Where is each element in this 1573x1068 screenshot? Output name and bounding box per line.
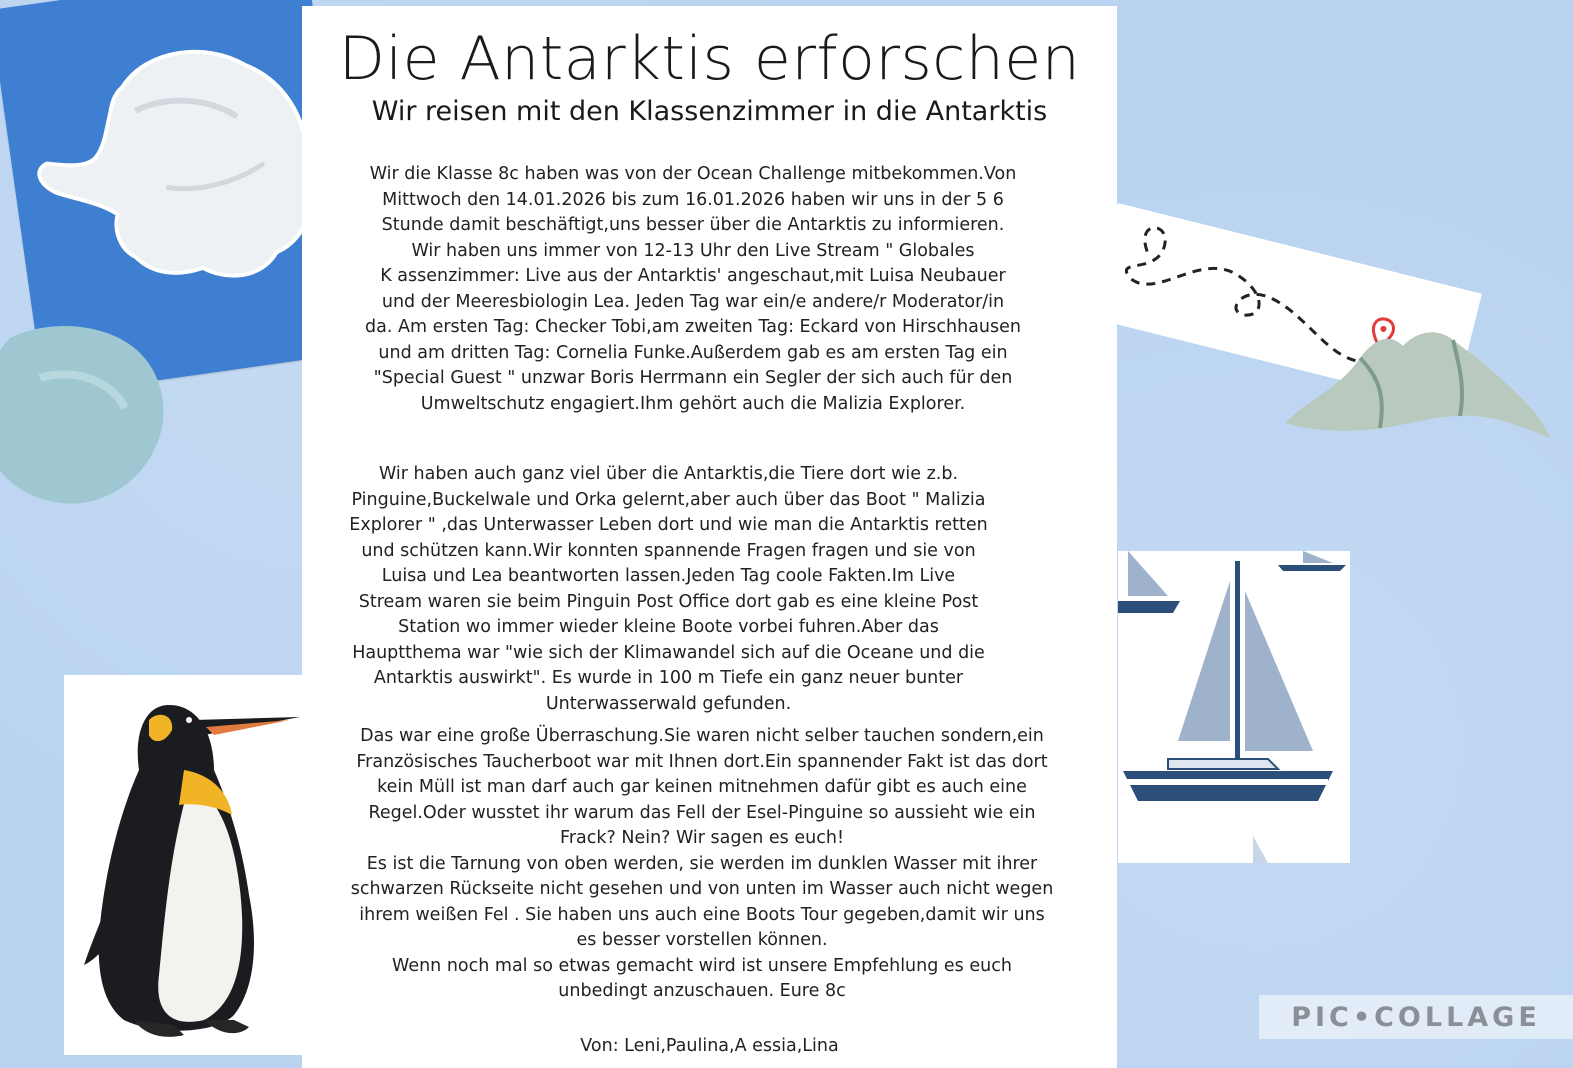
text-line: Regel.Oder wusstet ihr warum das Fell der Esel-Pinguine so aussieht wie ein <box>368 802 1036 823</box>
text-line: Unterwasserwald gefunden. <box>545 693 792 714</box>
mountain-icon <box>1285 318 1553 443</box>
text-line: unbedingt anzuschauen. Eure 8c <box>558 981 846 1001</box>
ice-blob-icon <box>0 318 170 513</box>
text-line: Luisa und Lea beantworten lassen.Jeden Tag coole Fakten.Im Live <box>381 566 956 586</box>
text-line: Das war eine große Überraschung.Sie waren nicht selber tauchen sondern,ein <box>360 726 1044 746</box>
text-line: Wir haben uns immer von 12-13 Uhr den Live Stream " Globales <box>411 240 975 261</box>
paragraph-facts <box>302 724 1102 1005</box>
text-line: Stream waren sie beim Pinguin Post Office dort gab es eine kleine Post <box>358 591 979 612</box>
text-line: Wenn noch mal so etwas gemacht wird ist unsere Empfehlung es euch <box>392 955 1012 976</box>
page-title: Die Antarktis erforschen <box>338 24 1081 94</box>
text-line: Umweltschutz engagiert.Ihm gehört auch die Malizia Explorer. <box>420 393 966 414</box>
paragraph-intro <box>302 162 1084 417</box>
text-line: Wir die Klasse 8c haben was von der Ocean Challenge mitbekommen.Von <box>369 164 1017 184</box>
watermark-text: PIC•COLLAGE <box>1291 1001 1541 1033</box>
text-line: Es ist die Tarnung von oben werden, sie werden im dunklen Wasser mit ihrer <box>366 853 1038 874</box>
text-line: schwarzen Rückseite nicht gesehen und von unten im Wasser auch nicht wegen <box>350 879 1054 899</box>
text-line: ihrem weißen Fel . Sie haben uns auch eine Boots Tour gegeben,damit wir uns <box>359 904 1045 925</box>
text-line: Stunde damit beschäftigt,uns besser über die Antarktis zu informieren. <box>381 215 1005 235</box>
sailboat-icon <box>1118 551 1350 863</box>
text-line: und am dritten Tag: Cornelia Funke.Außerdem gab es am ersten Tag ein <box>378 342 1008 363</box>
text-line: Antarktis auswirkt". Es wurde in 100 m Tiefe ein ganz neuer bunter <box>373 668 964 688</box>
penguin-icon <box>64 675 302 1055</box>
text-line: Station wo immer wieder kleine Boote vorbei fuhren.Aber das <box>398 617 939 637</box>
text-line: "Special Guest " unzwar Boris Herrmann ein Segler der sich auch für den <box>373 368 1013 388</box>
page-subtitle: Wir reisen mit den Klassenzimmer in die Antarktis <box>371 96 1048 127</box>
text-line: Mittwoch den 14.01.2026 bis zum 16.01.2026 haben wir uns in der 5 6 <box>382 189 1004 210</box>
text-line: Hauptthema war "wie sich der Klimawandel sich auf die Oceane und die <box>352 642 985 663</box>
text-line: und der Meeresbiologin Lea. Jeden Tag war ein/e andere/r Moderator/in <box>381 291 1005 312</box>
text-line: Französisches Taucherboot war mit Ihnen dort.Ein spannender Fakt ist das dort <box>356 751 1048 772</box>
text-line: Wir haben auch ganz viel über die Antarktis,die Tiere dort wie z.b. <box>378 464 959 484</box>
poster-paper <box>302 6 1117 1068</box>
signature: Von: Leni,Paulina,A essia,Lina <box>580 1036 839 1056</box>
text-line: Explorer " ,das Unterwasser Leben dort und wie man die Antarktis retten <box>349 515 988 535</box>
text-line: Pinguine,Buckelwale und Orka gelernt,aber auch über das Boot " Malizia <box>351 489 986 510</box>
text-line: K assenzimmer: Live aus der Antarktis' angeschaut,mit Luisa Neubauer <box>380 266 1006 286</box>
text-line: Frack? Nein? Wir sagen es euch! <box>560 828 844 848</box>
watermark-badge <box>1259 995 1573 1039</box>
text-line: kein Müll ist man darf auch gar keinen mitnehmen dafür gibt es auch eine <box>377 777 1027 797</box>
text-line: da. Am ersten Tag: Checker Tobi,am zweiten Tag: Eckard von Hirschhausen <box>365 317 1021 337</box>
text-line: und schützen kann.Wir konnten spannende Fragen fragen und sie von <box>361 540 976 561</box>
text-line: es besser vorstellen können. <box>576 930 828 950</box>
sailboat-image <box>1118 551 1350 863</box>
penguin-image <box>64 675 302 1055</box>
paragraph-learned <box>302 462 1035 717</box>
